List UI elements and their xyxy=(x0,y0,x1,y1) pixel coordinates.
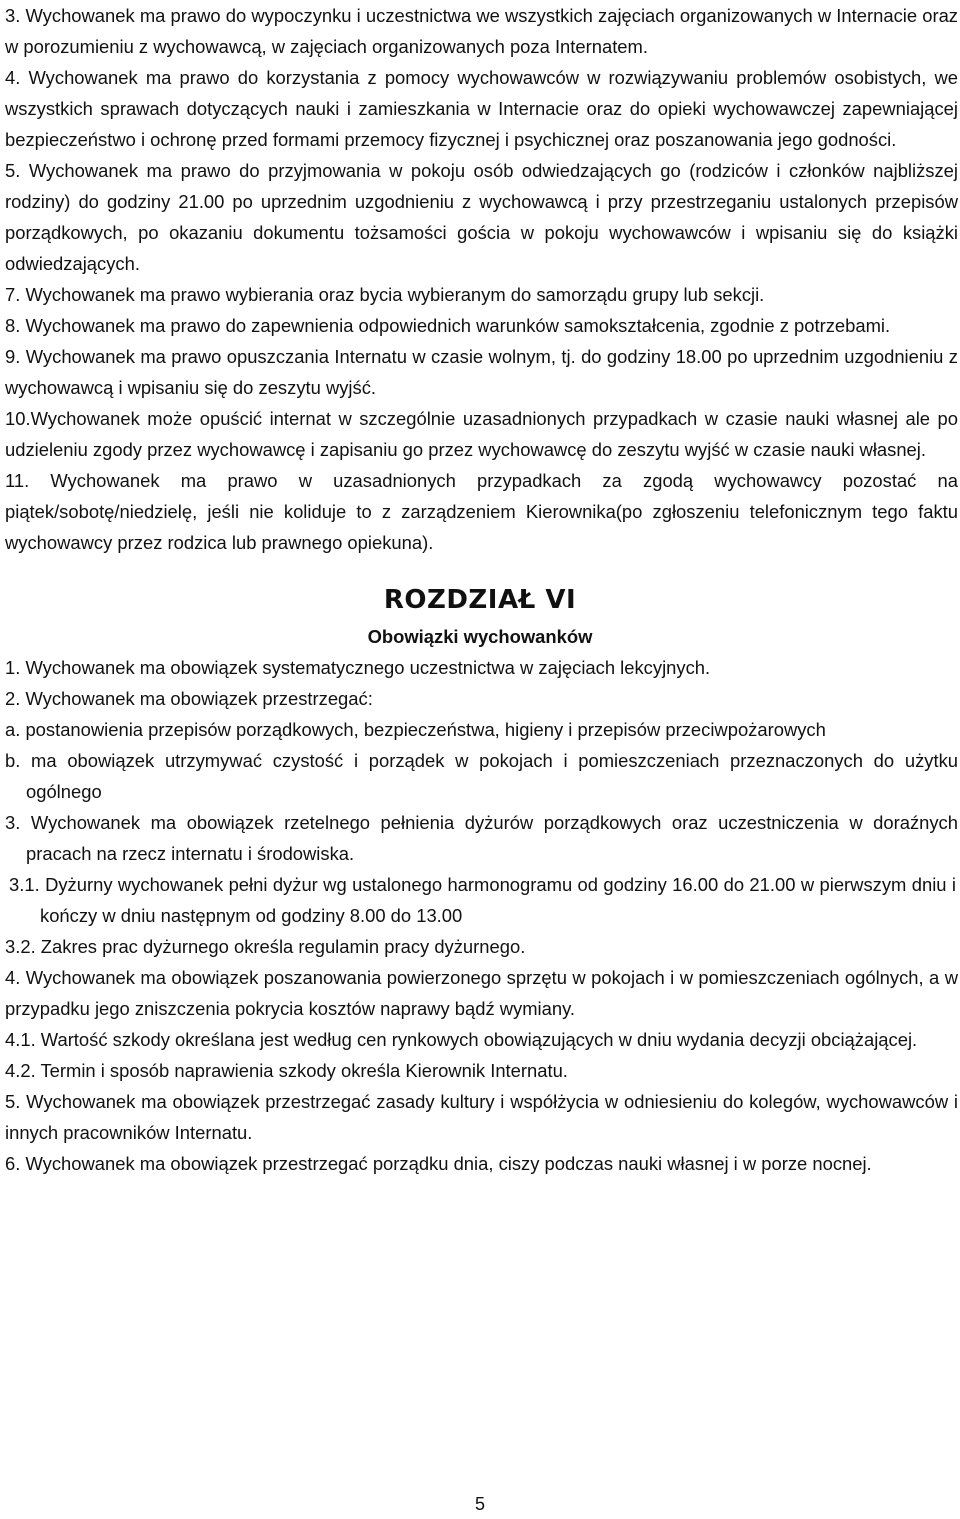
duties-item-3-2: 3.2. Zakres prac dyżurnego określa regulamin pracy dyżurnego. xyxy=(5,936,526,957)
duties-item-3-1: 3.1. Dyżurny wychowanek pełni dyżur wg ustalonego harmonogramu od godziny 16.00 do 21.00 w pierwszym dniu i kończy w dniu następnym od godziny 8.00 do 13.00 xyxy=(9,874,956,926)
duties-item-2a: a. postanowienia przepisów porządkowych, bezpieczeństwa, higieny i przepisów przeciwpożarowych xyxy=(5,719,826,740)
rights-item-10: 10.Wychowanek może opuścić internat w szczególnie uzasadnionych przypadkach w czasie nauki własnej ale po udzieleniu zgody przez wychowawcę i zapisaniu go przez wychowawcę do zeszytu wyjść w czasie nauki własnej. xyxy=(5,408,958,460)
chapter-subtitle: Obowiązki wychowanków xyxy=(367,626,593,647)
rights-section xyxy=(0,0,960,558)
duties-item-2: 2. Wychowanek ma obowiązek przestrzegać: xyxy=(5,688,373,709)
rights-item-11: 11. Wychowanek ma prawo w uzasadnionych przypadkach za zgodą wychowawcy pozostać na piątek/sobotę/niedzielę, jeśli nie koliduje to z zarządzeniem Kierownika(po zgłoszeniu telefonicznym tego faktu wychowawcy przez rodzica lub prawnego opiekuna). xyxy=(5,470,958,553)
duties-item-2b: b. ma obowiązek utrzymywać czystość i porządek w pokojach i pomieszczeniach przeznaczonych do użytku ogólnego xyxy=(5,750,958,802)
chapter-title: ROZDZIAŁ VI xyxy=(383,585,577,615)
duties-item-4-1: 4.1. Wartość szkody określana jest według cen rynkowych obowiązujących w dniu wydania decyzji obciążającej. xyxy=(5,1029,918,1050)
rights-item-3: 3. Wychowanek ma prawo do wypoczynku i uczestnictwa we wszystkich zajęciach organizowanych w Internacie oraz w porozumieniu z wychowawcą, w zajęciach organizowanych poza Internatem. xyxy=(5,5,958,57)
duties-item-4-2: 4.2. Termin i sposób naprawienia szkody określa Kierownik Internatu. xyxy=(5,1060,568,1081)
duties-item-1: 1. Wychowanek ma obowiązek systematycznego uczestnictwa w zajęciach lekcyjnych. xyxy=(5,657,711,678)
duties-section xyxy=(0,652,960,1179)
rights-item-5: 5. Wychowanek ma prawo do przyjmowania w pokoju osób odwiedzających go (rodziców i członków najbliższej rodziny) do godziny 21.00 po uprzednim uzgodnieniu z wychowawcą i przy przestrzeganiu ustalonych przepisów porządkowych, po okazaniu dokumentu tożsamości gościa w pokoju wychowawców i wpisaniu się do książki odwiedzających. xyxy=(5,160,958,274)
rights-item-7: 7. Wychowanek ma prawo wybierania oraz bycia wybieranym do samorządu grupy lub sekcji. xyxy=(5,284,765,305)
duties-item-4: 4. Wychowanek ma obowiązek poszanowania powierzonego sprzętu w pokojach i w pomieszczeniach ogólnych, a w przypadku jego zniszczenia pokrycia kosztów naprawy bądź wymiany. xyxy=(5,967,958,1019)
duties-item-3: 3. Wychowanek ma obowiązek rzetelnego pełnienia dyżurów porządkowych oraz uczestniczenia w doraźnych pracach na rzecz internatu i środowiska. xyxy=(5,812,958,864)
page-number: 5 xyxy=(474,1494,485,1514)
rights-item-4: 4. Wychowanek ma prawo do korzystania z pomocy wychowawców w rozwiązywaniu problemów osobistych, we wszystkich sprawach dotyczących nauki i zamieszkania w Internacie oraz do opieki wychowawczej zapewniającej bezpieczeństwo i ochronę przed formami przemocy fizycznej i psychicznej oraz poszanowania jego godności. xyxy=(5,67,958,150)
duties-item-6: 6. Wychowanek ma obowiązek przestrzegać porządku dnia, ciszy podczas nauki własnej i w porze nocnej. xyxy=(5,1153,872,1174)
rights-item-9: 9. Wychowanek ma prawo opuszczania Internatu w czasie wolnym, tj. do godziny 18.00 po uprzednim uzgodnieniu z wychowawcą i wpisaniu się do zeszytu wyjść. xyxy=(5,346,958,398)
duties-item-5: 5. Wychowanek ma obowiązek przestrzegać zasady kultury i współżycia w odniesieniu do kolegów, wychowawców i innych pracowników Internatu. xyxy=(5,1091,958,1143)
rights-item-8: 8. Wychowanek ma prawo do zapewnienia odpowiednich warunków samokształcenia, zgodnie z potrzebami. xyxy=(5,315,891,336)
